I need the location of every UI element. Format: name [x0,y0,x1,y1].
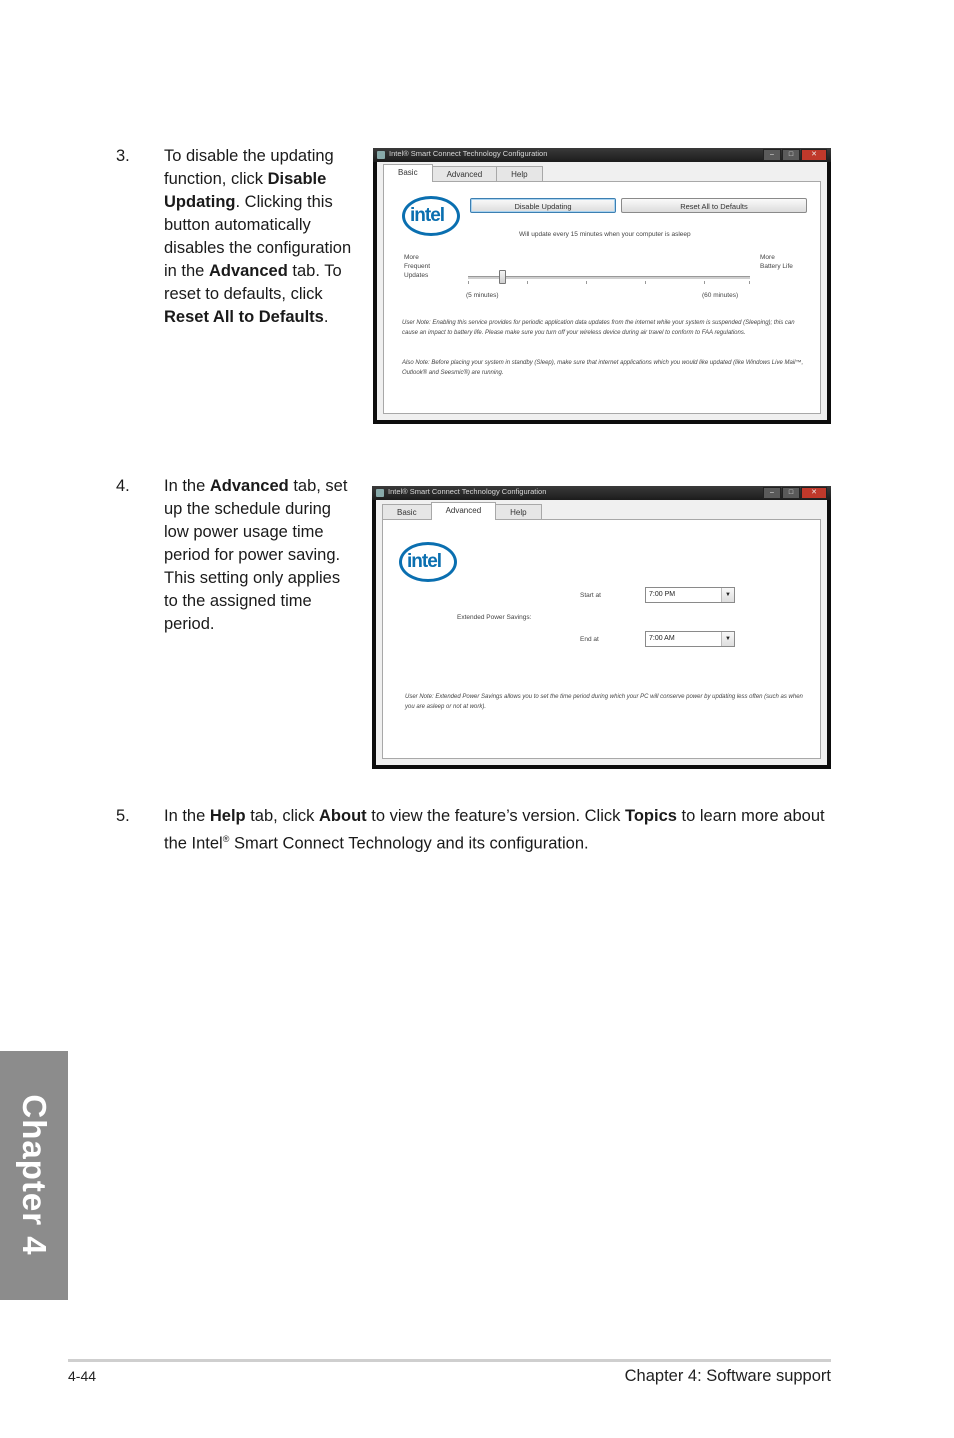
title-bar[interactable] [372,486,831,500]
maximize-button[interactable]: □ [782,149,800,161]
slider-min-label: (5 minutes) [466,292,499,299]
slider-max-label: (60 minutes) [702,292,739,299]
step-3-text: To disable the updating function, click Disable Updating. Clicking this button automatically disables the configuration in the Advanced tab. To reset to defaults, click Reset All to Defaults. [164,147,352,326]
slider-tick [704,281,705,284]
tab-basic[interactable]: Basic [382,504,432,520]
tab-help[interactable]: Help [495,504,541,520]
intel-logo: intel [402,196,460,236]
tab-basic[interactable]: Basic [383,164,433,182]
dropdown-arrow-icon: ▼ [721,588,734,602]
dropdown-arrow-icon: ▼ [721,632,734,646]
slider-tick [645,281,646,284]
minimize-button[interactable]: – [763,149,781,161]
user-note: User Note: Extended Power Savings allows you to set the time period during which your PC will conserve power by updating less often (such as when you are asleep or not at work). [405,694,803,710]
app-icon [376,489,384,497]
footer-divider [68,1359,831,1362]
window-title: Intel® Smart Connect Technology Configuration [388,487,547,496]
extended-power-label: Extended Power Savings: [457,614,532,621]
start-time-select[interactable] [645,587,735,603]
basic-panel [383,181,821,414]
tab-advanced[interactable]: Advanced [431,502,497,520]
title-bar[interactable] [373,148,831,162]
update-frequency-track [468,276,750,279]
slider-left-label: More Frequent Updates [404,254,431,279]
tab-advanced[interactable]: Advanced [432,166,498,182]
reset-all-defaults-button[interactable]: Reset All to Defaults [621,198,807,213]
slider-tick [468,281,469,284]
user-note: User Note: Enabling this service provides for periodic application data updates from the internet while your system is suspended (Sleeping); this can cause an impact to battery life. Please make sure you turn off your wireless device during air travel to conform to FAA regulations. [402,320,795,336]
end-label: End at [580,636,599,643]
close-button[interactable]: ✕ [801,487,827,499]
chapter-label: Chapter 4 [16,1094,53,1256]
start-label: Start at [580,592,601,599]
page-number: 4-44 [68,1368,97,1384]
step-4-number: 4. [116,477,130,495]
also-note: Also Note: Before placing your system in standby (Sleep), make sure that internet applications which you would like updated (like Windows Live Mail™, Outlook® and Seesmic®) are running. [402,360,804,376]
tab-help[interactable]: Help [496,166,542,182]
step-5-text: In the Help tab, click About to view the feature’s version. Click Topics to learn more about the Intel® Smart Connect Technology and its configuration. [164,807,825,853]
end-time-value: 7:00 AM [649,635,675,642]
minimize-button[interactable]: – [763,487,781,499]
chapter-side-tab [0,1051,68,1300]
app-icon [377,151,385,159]
basic-tab-screenshot [373,148,831,424]
maximize-button[interactable]: □ [782,487,800,499]
slider-tick [749,281,750,284]
step-3-number: 3. [116,147,130,165]
intel-logo: intel [399,542,457,582]
end-time-select[interactable] [645,631,735,647]
update-frequency-slider[interactable] [499,270,506,284]
advanced-tab-screenshot [372,486,831,769]
update-status: Will update every 15 minutes when your computer is asleep [519,231,691,238]
window-title: Intel® Smart Connect Technology Configuration [389,149,548,158]
disable-updating-button[interactable]: Disable Updating [470,198,616,213]
step-5-number: 5. [116,807,130,825]
close-button[interactable]: ✕ [801,149,827,161]
slider-right-label: More Battery Life [760,254,793,270]
advanced-panel [382,519,821,759]
slider-tick [586,281,587,284]
slider-tick [527,281,528,284]
footer-section: Chapter 4: Software support [624,1367,831,1385]
step-4-text: In the Advanced tab, set up the schedule during low power usage time period for power saving. This setting only applies to the assigned time period. [164,477,348,633]
start-time-value: 7:00 PM [649,591,676,598]
